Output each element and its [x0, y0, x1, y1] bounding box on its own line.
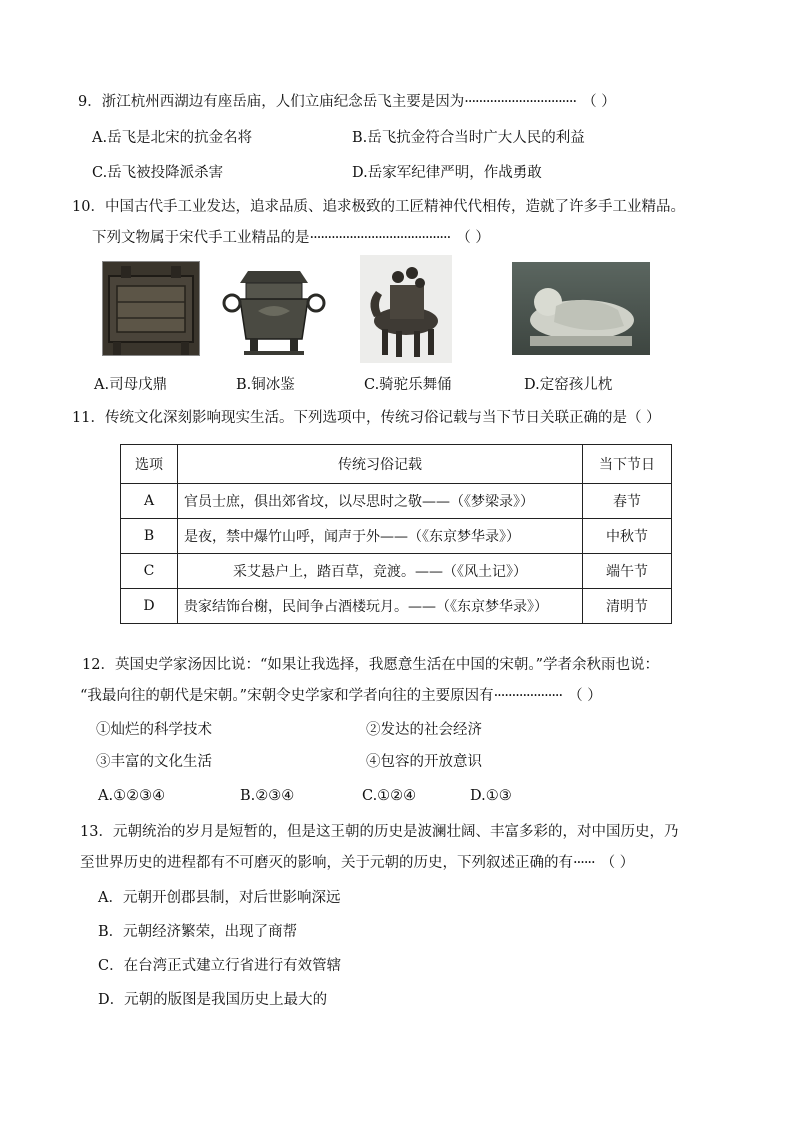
row-a-festival: 春节	[583, 484, 672, 519]
q12-option-d: D.①③	[470, 788, 512, 804]
row-b-festival: 中秋节	[583, 519, 672, 554]
q12-item-2: ②发达的社会经济	[366, 722, 482, 738]
row-a-option: A	[121, 484, 178, 519]
bronze-ice-jian-illustration	[218, 261, 330, 361]
q11-table-header	[121, 445, 672, 484]
q13-stem-line2	[80, 853, 634, 873]
q10-stem-line1: 10．中国古代手工业发达，追求品质、追求极致的工匠精神代代相传，造就了许多手工业精品。	[72, 199, 685, 215]
q10-caption-a: A.司母戊鼎	[94, 377, 168, 393]
row-c-option: C	[121, 554, 178, 589]
artifact-image-camel-musicians	[360, 255, 452, 363]
q9-dots: ·······························	[464, 94, 577, 110]
q9-option-c: C.岳飞被投降派杀害	[92, 165, 224, 181]
artifact-image-bronze-ice-jian	[218, 261, 330, 361]
q9-option-a: A.岳飞是北宋的抗金名将	[92, 130, 253, 146]
row-d-festival: 清明节	[583, 589, 672, 624]
q12-item-1: ①灿烂的科学技术	[96, 722, 212, 738]
q13-option-c: C．在台湾正式建立行省进行有效管辖	[98, 958, 342, 974]
q12-option-b: B.②③④	[240, 788, 295, 804]
row-b-custom: 是夜，禁中爆竹山呼，闻声于外——（《东京梦华录》）	[178, 519, 583, 554]
table-row	[121, 519, 672, 554]
q12-item-3: ③丰富的文化生活	[96, 754, 212, 770]
q10-caption-c: C.骑驼乐舞俑	[364, 377, 452, 393]
q13-dots: ······	[573, 855, 595, 871]
q12-answer-paren: （ ）	[568, 688, 602, 704]
q13-answer-paren: （ ）	[600, 855, 635, 871]
q10-stem-line2	[92, 228, 490, 248]
row-d-option: D	[121, 589, 178, 624]
header-option: 选项	[121, 445, 178, 484]
q9-option-d: D.岳家军纪律严明，作战勇敢	[352, 165, 542, 181]
table-row	[121, 484, 672, 519]
artifact-image-ding-kiln-child-pillow	[512, 262, 650, 355]
q12-stem-text: “我最向往的朝代是宋朝。”宋朝令史学家和学者向往的主要原因有	[80, 688, 494, 704]
q12-stem-line1: 12．英国史学家汤因比说：“如果让我选择，我愿意生活在中国的宋朝。”学者余秋雨也说：	[82, 657, 660, 673]
header-festival: 当下节日	[583, 445, 672, 484]
q12-dots: ···················	[493, 688, 563, 704]
q13-option-b: B．元朝经济繁荣，出现了商帮	[98, 924, 298, 940]
row-d-custom: 贵家结饰台榭，民间争占酒楼玩月。——（《东京梦华录》）	[178, 589, 583, 624]
q9-stem	[78, 92, 616, 112]
q9-answer-paren: （ ）	[582, 94, 616, 110]
q13-option-a: A．元朝开创郡县制，对后世影响深远	[98, 890, 341, 906]
row-a-custom: 官员士庶，俱出郊省坟，以尽思时之敬——（《梦梁录》）	[178, 484, 583, 519]
artifact-image-simuwu-ding	[102, 261, 200, 356]
row-c-custom: 采艾悬户上，踏百草，竞渡。——（《风土记》）	[178, 554, 583, 589]
q10-caption-d: D.定窑孩儿枕	[524, 377, 613, 393]
q13-stem-line1: 13．元朝统治的岁月是短暂的，但是这王朝的历史是波澜壮阔、丰富多彩的，对中国历史，乃	[80, 824, 679, 840]
q12-option-a: A.①②③④	[98, 788, 166, 804]
row-c-festival: 端午节	[583, 554, 672, 589]
q12-option-c: C.①②④	[362, 788, 417, 804]
q13-option-d: D．元朝的版图是我国历史上最大的	[98, 992, 328, 1008]
simuwu-ding-illustration	[103, 262, 199, 355]
q10-stem-text: 下列文物属于宋代手工业精品的是	[92, 230, 310, 246]
q13-stem-text: 至世界历史的进程都有不可磨灭的影响，关于元朝的历史，下列叙述正确的有	[80, 855, 573, 871]
q11-stem: 11．传统文化深刻影响现实生活。下列选项中，传统习俗记载与当下节日关联正确的是（ ）	[72, 410, 661, 426]
q12-stem-line2	[80, 686, 602, 706]
q11-table	[120, 444, 672, 624]
q12-item-4: ④包容的开放意识	[366, 754, 482, 770]
header-custom: 传统习俗记载	[178, 445, 583, 484]
q10-dots: ·······································	[309, 230, 451, 246]
ding-kiln-child-pillow-illustration	[512, 262, 650, 355]
camel-musicians-illustration	[360, 255, 452, 363]
row-b-option: B	[121, 519, 178, 554]
table-row	[121, 589, 672, 624]
q10-caption-b: B.铜冰鉴	[236, 377, 295, 393]
q9-stem-text: 9．浙江杭州西湖边有座岳庙，人们立庙纪念岳飞主要是因为	[78, 94, 465, 110]
table-row	[121, 554, 672, 589]
q9-option-b: B.岳飞抗金符合当时广大人民的利益	[352, 130, 585, 146]
q10-answer-paren: （ ）	[456, 230, 490, 246]
